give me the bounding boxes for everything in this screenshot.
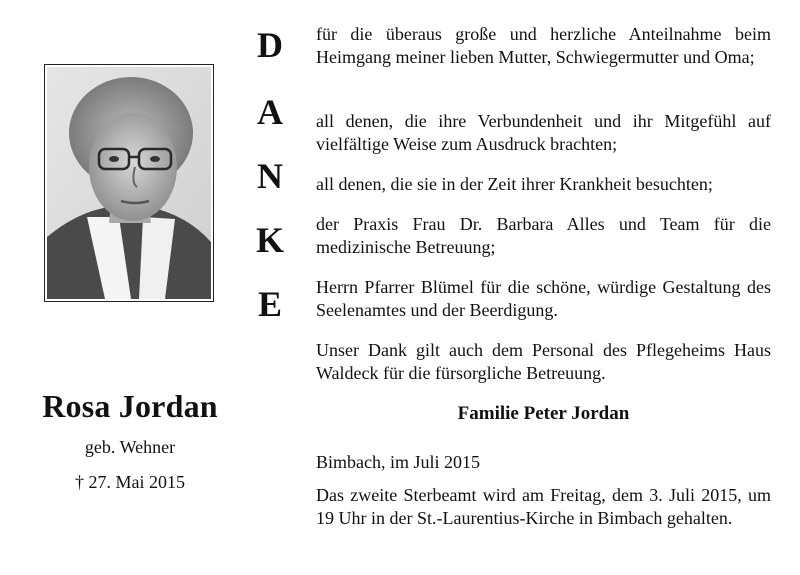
danke-letter-a: A [257,92,283,132]
thanks-paragraph-condolences: für die überaus große und herzliche Anteilnahme beim Heimgang meiner lieben Mutter, Schwiegermutter und Oma; [316,24,771,67]
death-date: † 27. Mai 2015 [75,472,185,492]
portrait-image [47,67,211,299]
danke-letter-n: N [257,156,283,196]
maiden-name: geb. Wehner [84,437,176,457]
thanks-paragraph-pastor: Herrn Pfarrer Blümel für die schöne, würdige Gestaltung des Seelenamtes und der Beerdigung. [316,277,771,320]
deceased-name: Rosa Jordan [42,388,218,424]
thanks-paragraph-visits: all denen, die sie in der Zeit ihrer Krankheit besuchten; [316,174,713,194]
thanks-paragraph-sympathy: all denen, die ihre Verbundenheit und ihr Mitgefühl auf vielfältige Weise zum Ausdruck brachten; [316,111,771,154]
portrait-photo [44,64,214,302]
thanks-paragraph-doctor: der Praxis Frau Dr. Barbara Alles und Team für die medizinische Betreuung; [316,214,771,257]
place-date: Bimbach, im Juli 2015 [316,452,480,472]
requiem-notice: Das zweite Sterbeamt wird am Freitag, dem 3. Juli 2015, um 19 Uhr in der St.-Laurentius-Kirche in Bimbach gehalten. [316,485,771,528]
family-signature: Familie Peter Jordan [457,403,630,424]
danke-letter-d: D [257,25,283,65]
thanks-paragraph-nursing-home: Unser Dank gilt auch dem Personal des Pflegeheims Haus Waldeck für die fürsorgliche Betreuung. [316,340,771,383]
danke-letter-k: K [255,220,284,260]
danke-letter-e: E [257,284,282,324]
